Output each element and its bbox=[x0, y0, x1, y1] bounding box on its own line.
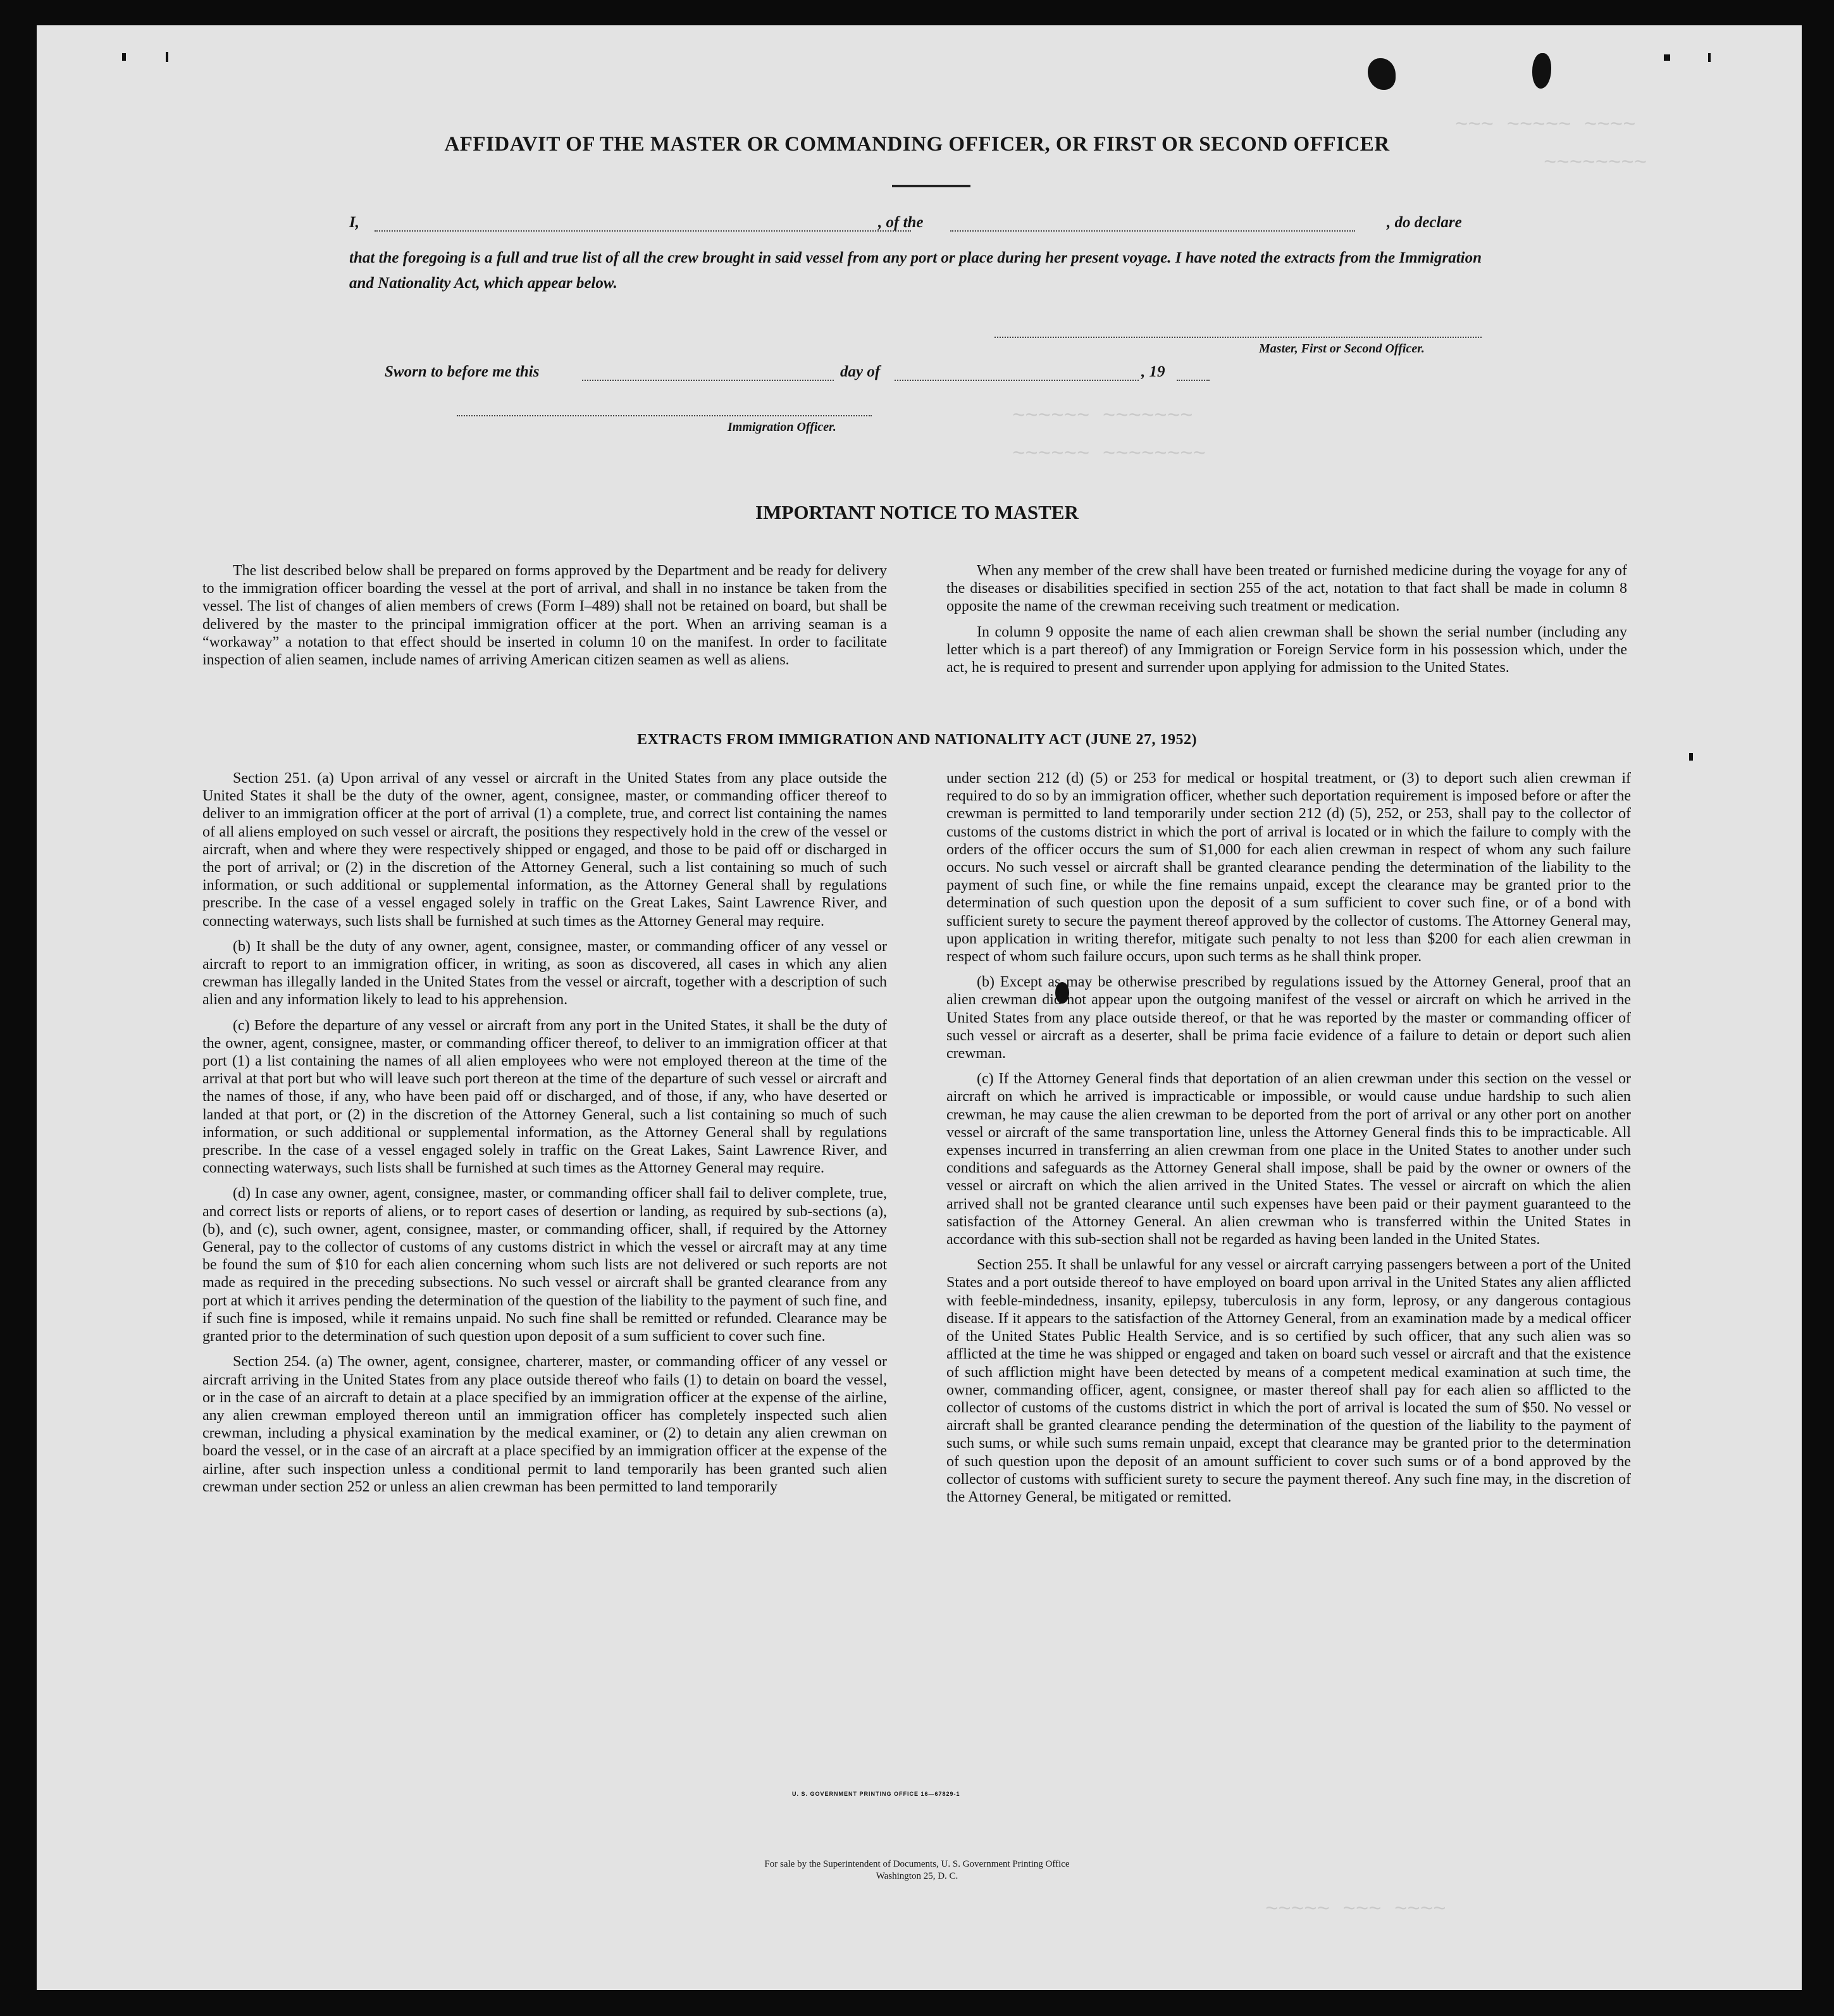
section-254-a: Section 254. (a) The owner, agent, consignee, charterer, master, or commanding officer of any vessel or aircraft arriving in the United States from any place outside thereof who fails (1) to detain on board the vessel, or in the case of an aircraft to detain at a place specified by an immigration officer at the expense of the airline, any alien crewman employed thereon until an immigration officer has completely inspected such alien crewman, including a physical examination by the medical examiner, or (2) to detain any alien crewman on board the vessel, or in the case of an aircraft at a place specified by an immigration officer at the expense of the airline, after such inspection unless a conditional permit to land temporarily has been granted such alien crewman under section 252 or unless an alien crewman has been permitted to land temporarily bbox=[202, 1353, 887, 1495]
section-255: Section 255. It shall be unlawful for any vessel or aircraft carrying passengers between a port of the United States and a port outside thereof to have employed on board upon arrival in the United States any alien afflicted with feeble-mindedness, insanity, epilepsy, tuberculosis in any form, leprosy, or any dangerous contagious disease. If it appears to the satisfaction of the Attorney General, from an examination made by a medical officer of the United States Public Health Service, and is so certified by such officer, that any such alien was so afflicted at the time he was shipped or engaged and taken on board such vessel or aircraft and that the existence of such affliction might have been detected by means of a competent medical examination at such time, the owner, commanding officer, agent, consignee, or master thereof shall pay for each alien so afflicted to the collector of customs of the customs district in which the port of arrival is located the sum of $50. No vessel or aircraft shall be granted clearance pending the determination of the question of the liability to the payment of such sums, or while such sums remain unpaid, except that clearance may be granted prior to the determination of such question upon the deposit of an amount sufficient to cover such sums or of a bond approved by the collector of customs with sufficient surety to secure the payment thereof. Any such fine may, in the discretion of the Attorney General, be mitigated or remitted. bbox=[946, 1257, 1631, 1505]
section-254-c: (c) If the Attorney General finds that deportation of an alien crewman under this section on the vessel or aircraft on which he arrived is impracticable or impossible, or would cause undue hardship to such alien crewman, he may cause the alien crewman to be deported from the port of arrival or any other port on another vessel or aircraft of the same transportation line, unless the Attorney General finds this to be impracticable. All expenses incurred in transferring an alien crewman from one place in the United States to another under such conditions and safeguards as the Attorney General shall impose, shall be paid by the owner or owners of the vessel or aircraft on which the alien arrived in the United States. The vessel or aircraft on which the alien arrived shall not be granted clearance until such expenses have been paid or their payment guaranteed to the satisfaction of the Attorney General. An alien crewman who is transferred within the United States in accordance with this sub-section shall not be regarded as having been landed in the United States. bbox=[946, 1071, 1631, 1248]
scan-speck bbox=[1689, 753, 1693, 761]
of-the-label: , of the bbox=[878, 214, 924, 231]
bleed-through-text: ~~~~~ ~~~ ~~~~ bbox=[1265, 1898, 1446, 1922]
section-251-d: (d) In case any owner, agent, consignee, master, or commanding officer shall fail to deliver complete, true, and correct lists or reports of aliens, or to report cases of desertion or landing, as required by sub-sections (a), (b), and (c), such owner, agent, consignee, master, or commanding officer, shall, if required by the Attorney General, pay to the collector of customs of any customs district in which the vessel or aircraft may at any time be found the sum of $10 for each alien concerning whom such lists are not delivered or such reports are not made as required in the preceding subsections. No such vessel or aircraft shall be granted clearance from any port at which it arrives pending the determination of the question of the liability to the payment of such fine, and if such fine is imposed, while it remains unpaid. No such fine shall be remitted or refunded. Clearance may be granted prior to the determination of such question upon deposit of a sum sufficient to cover such fine. bbox=[202, 1185, 887, 1345]
affidavit-statement: that the foregoing is a full and true list of all the crew brought in said vessel from any port or place during her present voyage. I have noted the extracts from the Immigration and Nationality Act, which appear below. bbox=[349, 249, 1482, 292]
footer-line-1: For sale by the Superintendent of Documents, U. S. Government Printing Office bbox=[764, 1859, 1070, 1869]
day-of-label: day of bbox=[840, 363, 881, 380]
notice-left-column bbox=[202, 562, 887, 676]
scan-speck bbox=[1708, 53, 1711, 62]
sale-footer bbox=[0, 1858, 1834, 1882]
master-signature-line[interactable] bbox=[994, 337, 1482, 338]
master-signature-label: Master, First or Second Officer. bbox=[1259, 342, 1425, 356]
extracts-right-column bbox=[946, 769, 1631, 1514]
section-254-b: (b) Except as may be otherwise prescribed by regulations issued by the Attorney General, proof that an alien crewman did not appear upon the outgoing manifest of the vessel or aircraft on which he arrived in the United States from any place outside thereof, or that he was reported by the master or commanding officer of such vessel or aircraft as a deserter, shall be prima facie evidence of a failure to detain or deport such alien crewman. bbox=[946, 974, 1631, 1062]
vessel-name-field[interactable] bbox=[950, 230, 1355, 232]
bleed-through-text: ~~~~~~ ~~~~~~~~ bbox=[1012, 443, 1206, 467]
affidavit-declaration-line bbox=[349, 214, 1482, 239]
bleed-through-text: ~~~ ~~~~~ ~~~~ bbox=[1455, 114, 1636, 138]
section-251-b: (b) It shall be the duty of any owner, agent, consignee, master, or commanding officer of any vessel or aircraft to report to an immigration officer, in writing, as soon as discovered, all cases in which any alien crewman has illegally landed in the United States from the vessel or aircraft, together with a description of such alien and any information likely to lead to his apprehension. bbox=[202, 938, 887, 1009]
immigration-officer-signature-line[interactable] bbox=[457, 415, 872, 416]
sworn-label: Sworn to before me this bbox=[385, 363, 540, 380]
notice-paragraph: The list described below shall be prepared on forms approved by the Department and be ready for delivery to the immigration officer boarding the vessel at the port of arrival, and shall in no instance be taken from the vessel. The list of changes of alien members of crews (Form I–489) shall not be retained on board, but shall be delivered by the master to the principal immigration officer at the port. When an arriving seaman is a “workaway” a notation to that effect should be inserted in column 10 on the manifest. In order to facilitate inspection of alien seamen, include names of arriving American citizen seamen as well as aliens. bbox=[202, 563, 887, 669]
extracts-left-column bbox=[202, 769, 887, 1503]
affidavit-title: AFFIDAVIT OF THE MASTER OR COMMANDING OFFICER, OR FIRST OR SECOND OFFICER bbox=[444, 133, 1390, 156]
section-254-a-continued: under section 212 (d) (5) or 253 for medical or hospital treatment, or (3) to deport such alien crewman if required to do so by an immigration officer, whether such deportation requirement is imposed before or after the crewman is permitted to land temporarily under section 212 (d) (5), 252, or 253, shall pay to the collector of customs of the customs district in which the port of arrival is located or in which the failure to comply with the orders of the officer occurs the sum of $1,000 for each alien crewman in respect of whom any such failure occurs. No such vessel or aircraft shall be granted clearance pending the determination of the liability to the payment of such fine, or while the fine remains unpaid, except the clearance may be granted prior to the determination of such question upon the deposit of a sum sufficient to cover such fine, or of a bond with sufficient surety to secure the payment thereof approved by the collector of customs. The Attorney General may, upon application in writing therefor, mitigate such penalty to not less than $200 for each alien crewman in respect of whom such failure occurs, upon such terms as he shall think proper. bbox=[946, 770, 1631, 966]
i-label: I, bbox=[349, 214, 359, 231]
section-251-a: Section 251. (a) Upon arrival of any vessel or aircraft in the United States from any place outside the United States it shall be the duty of the owner, agent, consignee, master, or commanding officer thereof to deliver to an immigration officer at the port of arrival (1) a complete, true, and correct list containing the names of all aliens employed on such vessel or aircraft, the positions they respectively hold in the crew of the vessel or aircraft, when and where they were respectively shipped or engaged, and those to be paid off or discharged in the port of arrival; or (2) in the discretion of the Attorney General, such a list containing so much of such information, or such additional or supplemental information, as the Attorney General shall by regulations prescribe. In the case of a vessel engaged solely in traffic on the Great Lakes, Saint Lawrence River, and connecting waterways, such lists shall be furnished at such times as the Attorney General may require. bbox=[202, 770, 887, 930]
immigration-officer-label: Immigration Officer. bbox=[728, 420, 836, 434]
bleed-through-text: ~~~~~~ ~~~~~~~ bbox=[1012, 405, 1193, 429]
scan-speck bbox=[122, 53, 126, 61]
scan-speck bbox=[1664, 54, 1670, 61]
do-declare-label: , do declare bbox=[1387, 214, 1462, 231]
extracts-title: EXTRACTS FROM IMMIGRATION AND NATIONALITY ACT (JUNE 27, 1952) bbox=[637, 731, 1197, 748]
gpo-print-code: U. S. GOVERNMENT PRINTING OFFICE 16—67829-1 bbox=[792, 1791, 960, 1797]
sworn-day-field[interactable] bbox=[582, 380, 834, 381]
notice-right-column bbox=[946, 562, 1627, 684]
notice-title: IMPORTANT NOTICE TO MASTER bbox=[755, 501, 1079, 523]
notice-paragraph: When any member of the crew shall have been treated or furnished medicine during the voyage for any of the diseases or disabilities specified in section 255 of the act, notation to that fact shall be made in column 8 opposite the name of the crewman receiving such treatment or medication. bbox=[946, 563, 1627, 615]
footer-line-2: Washington 25, D. C. bbox=[876, 1871, 958, 1881]
title-underline bbox=[892, 185, 970, 187]
section-251-c: (c) Before the departure of any vessel or aircraft from any port in the United States, it shall be the duty of the owner, agent, consignee, master, or commanding officer thereof, to deliver to an immigration officer at that port (1) a list containing the names of all alien employees who were not employed thereon at the time of the arrival at that port but who will leave such port thereon at the time of the departure of such vessel or aircraft and the names of those, if any, who have been paid off or discharged, and of those, if any, who have deserted or landed at that port, or (2) in the discretion of the Attorney General, such a list containing so much of such information, or such additional or supplemental information, as the Attorney General shall by regulations prescribe. In the case of a vessel engaged solely in traffic on the Great Lakes, Saint Lawrence River, and connecting waterways, such lists shall be furnished at such times as the Attorney General may require. bbox=[202, 1017, 887, 1177]
sworn-month-field[interactable] bbox=[895, 380, 1139, 381]
year-label: , 19 bbox=[1141, 363, 1165, 380]
master-name-field[interactable] bbox=[375, 230, 911, 232]
scan-speck bbox=[166, 52, 168, 62]
bleed-through-text: ~~~~~~~~ bbox=[1544, 152, 1647, 176]
sworn-year-field[interactable] bbox=[1177, 380, 1210, 381]
notice-paragraph: In column 9 opposite the name of each alien crewman shall be shown the serial number (including any letter which is a part thereof) of any Immigration or Foreign Service form in his possession which, under the act, he is required to present and surrender upon applying for admission to the United States. bbox=[946, 623, 1627, 676]
